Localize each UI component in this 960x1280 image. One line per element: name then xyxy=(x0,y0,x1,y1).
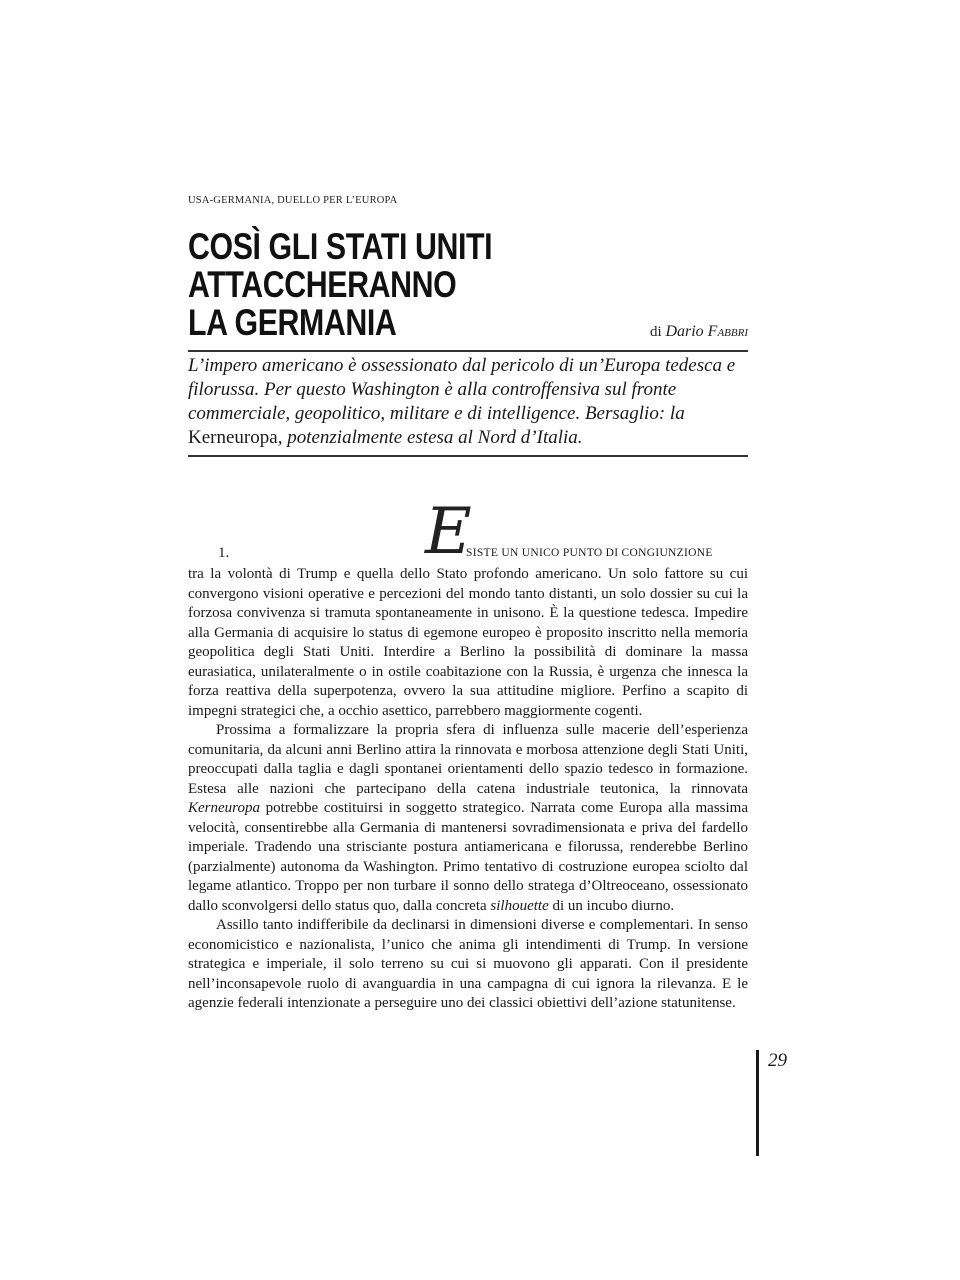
paragraph-2-part-c: di un incubo diurno. xyxy=(548,897,675,914)
drop-cap: E xyxy=(425,495,472,569)
lead-in-text: SISTE UN UNICO PUNTO DI CONGIUNZIONE xyxy=(466,547,713,559)
abstract-top-rule xyxy=(188,350,748,352)
body-text xyxy=(188,565,748,1014)
paragraph-3: Assillo tanto indifferibile da declinarsi in dimensioni diverse e complementari. In senso economicistico e nazionalista, l’unico che anima gli intendimenti di Trump. In versione strategica e imperiale, il solo terreno su cui si muovono gli apparati. Con il presidente nell’inconsapevole ruolo di avanguardia in una campagna di cui ignora la rilevanza. E le agenzie federali intenzionate a perseguire uno dei classici obiettivi dell’azione statunitense. xyxy=(188,917,748,1011)
abstract xyxy=(188,354,748,450)
abstract-text: L’impero americano è ossessionato dal pericolo di un’Europa tedesca e filorussa. Per questo Washington è alla controffensiva sul fronte commerciale, geopolitico, militare e di intelligence. Bersaglio: la xyxy=(188,355,736,424)
title-line-2: ATTACCHERANNO xyxy=(188,264,457,305)
abstract-text-end: , potenzialmente estesa al Nord d’Italia. xyxy=(277,427,583,448)
margin-bar xyxy=(756,1050,759,1156)
title-line-3: LA GERMANIA xyxy=(188,302,397,343)
paragraph-1: tra la volontà di Trump e quella dello Stato profondo americano. Un solo fattore su cui convergono visioni operative e percezioni del mondo tanto distanti, un solo dossier su cui la forzosa convivenza si tramuta spontaneamente in unisono. È la questione tedesca. Impedire alla Germania di acquisire lo status di egemone europeo è proposito inscritto nella memoria geopolitica degli Stati Uniti. Interdire a Berlino la possibilità di dominare la massa eurasiatica, unilateralmente o in ostile coabitazione con la Russia, è urgenza che innesca la forza reattiva della superpotenza, ovvero la sua attitudine migliore. Perfino a scapito di impegni strategici che, a occhio asettico, parrebbero maggiormente cogenti. xyxy=(188,566,748,719)
byline xyxy=(650,323,748,341)
running-head: USA-GERMANIA, DUELLO PER L’EUROPA xyxy=(188,195,398,206)
abstract-bottom-rule xyxy=(188,455,748,457)
abstract-kerneuropa: Kerneuropa xyxy=(188,427,278,448)
silhouette-term: silhouette xyxy=(490,897,549,914)
paragraph-2-part-b: potrebbe costituirsi in soggetto strategico. Narrata come Europa alla massima velocità, consentirebbe alla Germania di mantenersi sovradimensionata e priva del fardello imperiale. Tradendo una strisciante postura antiamericana e filorussa, renderebbe Berlino (parzialmente) autonoma da Washington. Primo tentativo di costruzione europea sciolto dal legame atlantico. Troppo per non turbare il sonno dello stratega d’Oltreoceano, ossessionato dallo sconvolgersi dello status quo, dalla concreta xyxy=(188,800,748,914)
byline-prefix: di xyxy=(650,324,662,340)
author-name xyxy=(665,323,748,340)
paragraph-2-part-a: Prossima a formalizzare la propria sfera di influenza sulle macerie dell’esperienza comunitaria, da alcuni anni Berlino attira la rinnovata e morbosa attenzione degli Stati Uniti, preoccupati dalla taglia e dagli spontanei orientamenti dello spazio tedesco in formazione. Estesa alle nazioni che partecipano della catena industriale teutonica, la rinnovata xyxy=(188,722,748,797)
section-number: 1. xyxy=(218,545,230,561)
page-number: 29 xyxy=(768,1050,787,1071)
article-title xyxy=(188,228,532,342)
author-last-name: Fabbri xyxy=(707,323,748,340)
author-first-name: Dario xyxy=(665,323,704,340)
paragraph-2 xyxy=(188,721,748,916)
title-line-1: COSÌ GLI STATI UNITI xyxy=(188,226,493,267)
kerneuropa-term: Kerneuropa xyxy=(188,800,260,816)
